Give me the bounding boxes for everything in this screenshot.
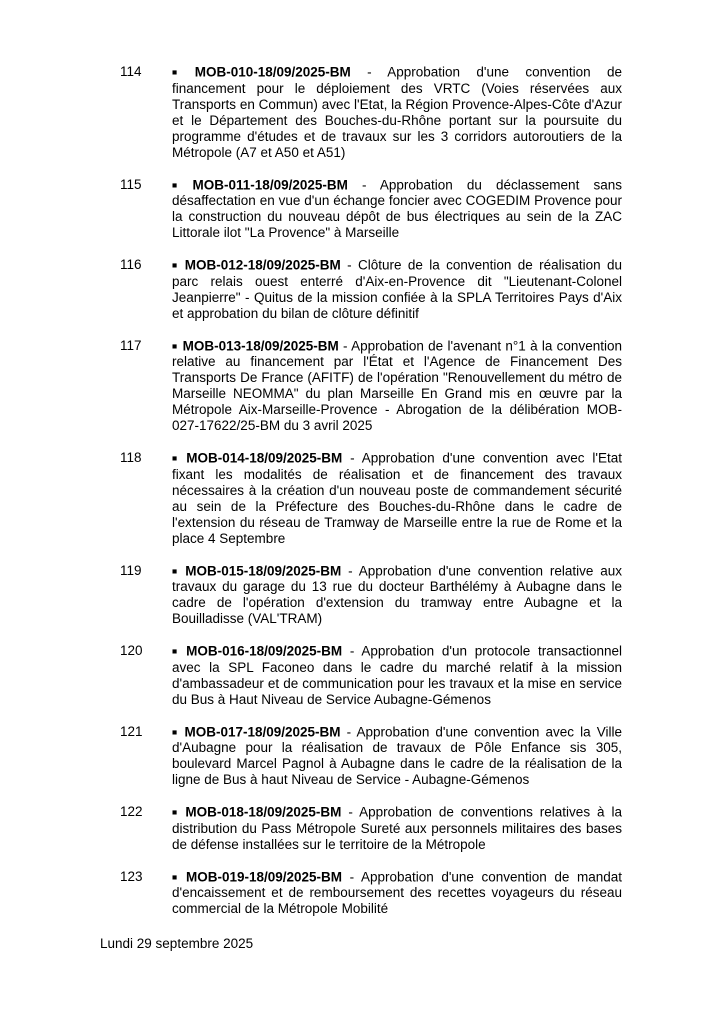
deliberation-item: [120, 450, 622, 547]
item-separator: -: [342, 869, 361, 884]
deliberation-item: [120, 338, 622, 435]
item-reference: MOB-016-18/09/2025-BM: [186, 643, 343, 659]
item-text: [172, 804, 622, 853]
square-bullet-icon: ■: [172, 67, 190, 77]
deliberation-item: [120, 804, 622, 853]
deliberation-item: [120, 64, 622, 161]
item-description: Approbation du déclassement sans désaffectation en vue d'un échange foncier avec COGEDIM Provence pour la construction du nouveau dépôt de bus électriques au sein de la ZAC Littorale ilot "La Provence" à Marseille: [172, 177, 622, 240]
deliberation-item: [120, 257, 622, 322]
item-description: Approbation de conventions relatives à la distribution du Pass Métropole Sureté aux personnels militaires des bases de défense installées sur le territoire de la Métropole: [172, 804, 622, 852]
item-description: Approbation d'une convention relative aux travaux du garage du 13 rue du docteur Barthélémy à Aubagne dans le cadre de l'opération d'extension du tramway entre Aubagne et la Bouilladisse (VAL'TRAM): [172, 563, 622, 626]
item-description: Approbation d'un protocole transactionnel avec la SPL Faconeo dans le cadre du marché relatif à la mission d'ambassadeur et de communication pour les travaux et la mise en service du Bus à Haut Niveau de Service Aubagne-Gémenos: [172, 643, 623, 707]
square-bullet-icon: ■: [172, 807, 181, 817]
item-reference: MOB-010-18/09/2025-BM: [194, 64, 351, 80]
square-bullet-icon: ■: [172, 453, 182, 463]
deliberation-list: [120, 64, 622, 933]
item-number: 114: [120, 64, 142, 79]
item-text: [172, 257, 622, 322]
item-reference: MOB-011-18/09/2025-BM: [192, 177, 348, 192]
item-reference: MOB-014-18/09/2025-BM: [186, 450, 343, 466]
item-text: [172, 177, 622, 242]
square-bullet-icon: ■: [172, 646, 182, 656]
item-reference: MOB-018-18/09/2025-BM: [185, 804, 342, 820]
item-number: 121: [120, 723, 143, 739]
item-separator: -: [342, 643, 362, 659]
item-number: 119: [120, 562, 142, 578]
deliberation-item: [120, 563, 622, 628]
item-separator: -: [340, 257, 359, 273]
item-text: [172, 64, 622, 161]
square-bullet-icon: ■: [172, 179, 188, 190]
item-number: 115: [120, 176, 142, 192]
item-number: 120: [120, 643, 143, 658]
item-number: 122: [120, 804, 143, 819]
item-separator: -: [341, 563, 359, 578]
item-text: [172, 450, 622, 547]
item-separator: -: [347, 177, 380, 192]
item-number: 118: [120, 450, 142, 465]
item-separator: -: [342, 450, 362, 466]
item-text: [172, 869, 622, 918]
deliberation-item: [120, 177, 622, 242]
square-bullet-icon: ■: [172, 871, 181, 882]
item-separator: -: [340, 724, 357, 739]
item-reference: MOB-015-18/09/2025-BM: [185, 563, 342, 578]
item-description: Clôture de la convention de réalisation du parc relais ouest enterré d'Aix-en-Provence dit "Lieutenant-Colonel Jeanpierre" - Quitus de la mission confiée à la SPLA Territoires Pays d'Aix et approbation du bilan de clôture définitif: [172, 257, 623, 321]
item-description: Approbation d'une convention avec l'Etat fixant les modalités de réalisation et de financement des travaux nécessaires à la création d'un nouveau poste de commandement sécurité au sein de la Préfecture des Bouches-du-Rhône dans le cadre de l'extension du réseau de Tramway de Marseille entre la rue de Rome et la place 4 Septembre: [172, 450, 622, 546]
item-text: [172, 563, 622, 628]
item-number: 117: [120, 337, 142, 353]
square-bullet-icon: ■: [172, 260, 180, 270]
item-reference: MOB-012-18/09/2025-BM: [184, 257, 341, 273]
page-footer-date: Lundi 29 septembre 2025: [100, 936, 254, 951]
item-description: Approbation d'une convention de financement pour le déploiement des VRTC (Voies réservées aux Transports en Commun) avec l'Etat, la Région Provence-Alpes-Côte d'Azur et le Département des Bouches-du-Rhône portant sur la poursuite du programme d'études et de travaux sur les 3 corridors autoroutiers de la Métropole (A7 et A50 et A51): [172, 64, 622, 160]
deliberation-item: [120, 643, 622, 708]
item-description: Approbation de l'avenant n°1 à la convention relative au financement par l'État et l'Agence de Financement Des Transports De France (AFITF) de l'opération "Renouvellement du métro de Marseille NEOMMA" du plan Marseille En Grand mis en œuvre par la Métropole Aix-Marseille-Provence - Abrogation de la délibération MOB-027-17622/25-BM du 3 avril 2025: [172, 338, 622, 433]
item-separator: -: [350, 64, 388, 80]
item-reference: MOB-013-18/09/2025-BM: [182, 338, 339, 353]
item-text: [172, 724, 622, 789]
deliberation-item: [120, 869, 622, 918]
item-text: [172, 643, 622, 708]
deliberation-item: [120, 724, 622, 789]
item-separator: -: [341, 804, 360, 820]
square-bullet-icon: ■: [172, 565, 181, 576]
item-reference: MOB-017-18/09/2025-BM: [184, 724, 341, 739]
item-description: Approbation d'une convention de mandat d'encaissement et de remboursement des recettes voyageurs du réseau commercial de la Métropole Mobilité: [172, 869, 623, 916]
item-description: Approbation d'une convention avec la Ville d'Aubagne pour la réalisation de travaux de Pôle Enfance sis 305, boulevard Marcel Pagnol à Aubagne dans le cadre de la réalisation de la ligne de Bus à haut Niveau de Service - Aubagne-Gémenos: [172, 724, 622, 787]
square-bullet-icon: ■: [172, 726, 180, 737]
item-number: 116: [120, 257, 142, 272]
square-bullet-icon: ■: [172, 340, 178, 351]
item-text: [172, 338, 622, 435]
item-separator: -: [338, 338, 352, 353]
item-number: 123: [120, 868, 143, 884]
item-reference: MOB-019-18/09/2025-BM: [185, 869, 343, 884]
